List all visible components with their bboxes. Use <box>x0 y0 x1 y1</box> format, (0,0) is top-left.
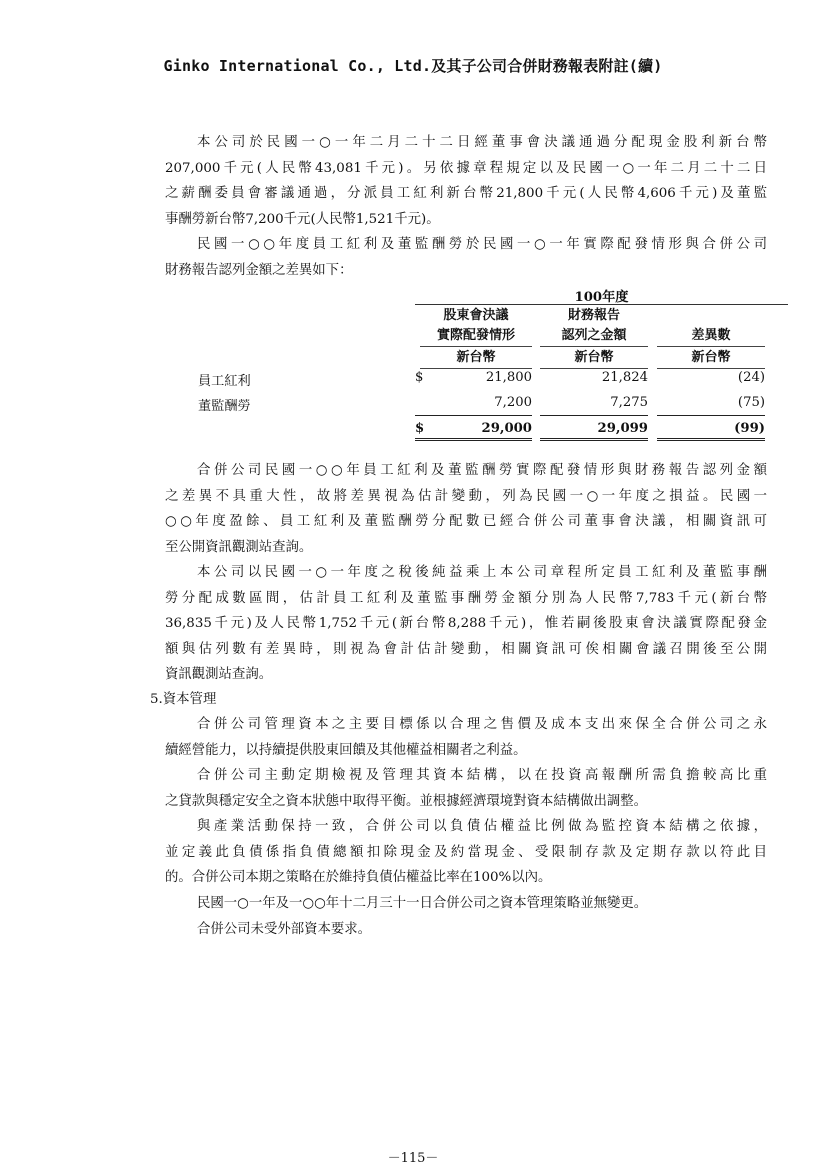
table-row-label: 員工紅利 <box>198 374 251 389</box>
divider <box>420 346 532 347</box>
text-line: 36,835千元)及人民幣1,752千元(新台幣8,288千元)，惟若嗣後股東會決議實際配發金 <box>165 616 767 631</box>
text-line: 財務報告認列金額之差異如下： <box>165 262 353 278</box>
divider <box>657 346 765 347</box>
text-line: 事酬勞新台幣7,200千元(人民幣1,521千元)。 <box>165 211 440 227</box>
paragraph-capital-objective <box>165 712 767 763</box>
divider <box>540 440 648 441</box>
table-cell: 7,275 <box>610 395 648 410</box>
text-line: 資訊觀測站查詢。 <box>165 667 273 682</box>
text-line: 合併公司主動定期檢視及管理其資本結構，以在投資高報酬所需負擔較高比重 <box>197 768 767 783</box>
table-cell: 21,824 <box>601 370 648 385</box>
divider <box>415 415 532 416</box>
table-cell: 21,800 <box>485 370 532 385</box>
paragraph-difference-treatment <box>165 458 767 560</box>
text-line: ○○年度盈餘、員工紅利及董監酬勞分配數已經合併公司董事會決議，相關資訊可 <box>165 514 767 529</box>
col-header-resolution <box>420 306 532 346</box>
divider <box>657 438 765 439</box>
divider <box>415 440 532 441</box>
text-line: 與產業活動保持一致，合併公司以負債佔權益比例做為監控資本結構之依據， <box>197 819 767 834</box>
divider <box>540 368 648 369</box>
table-cell: (75) <box>737 395 765 410</box>
divider <box>657 368 765 369</box>
text-line: 之差異不具重大性，故將差異視為估計變動，列為民國一○一年度之損益。民國一 <box>165 488 767 504</box>
table-row-label: 董監酬勞 <box>198 399 251 414</box>
section-title: 5.資本管理 <box>150 692 217 707</box>
col-header-line: 股東會決議 <box>443 308 509 323</box>
text-line: 並定義此負債係指負債總額扣除現金及約當現金、受限制存款及定期存款以符此目 <box>165 844 767 860</box>
col-header-reported <box>540 306 648 346</box>
table-cell: (24) <box>737 370 765 385</box>
text-line: 本公司於民國一○一年二月二十二日經董事會決議通過分配現金股利新台幣 <box>197 135 767 150</box>
text-line: 合併公司未受外部資本要求。 <box>197 921 372 937</box>
text-line: 續經營能力，以持續提供股東回饋及其他權益相關者之利益。 <box>165 742 527 758</box>
paragraph-capital-structure <box>165 763 767 814</box>
divider <box>657 415 765 416</box>
text-line: 的。合併公司本期之策略在於維持負債佔權益比率在100%以內。 <box>165 870 552 885</box>
text-line: 至公開資訊觀測站查詢。 <box>165 539 313 555</box>
currency-symbol: $ <box>415 370 424 385</box>
divider <box>540 438 648 439</box>
col-header-currency: 新台幣 <box>574 350 614 365</box>
col-header-line: 認列之金額 <box>561 328 627 343</box>
col-header-currency: 新台幣 <box>691 350 731 365</box>
table-total-cell: 29,000 <box>481 421 532 436</box>
col-header-currency: 新台幣 <box>456 350 496 365</box>
table-total-cell: (99) <box>734 421 765 436</box>
col-header-line: 財務報告 <box>567 308 620 323</box>
divider <box>420 368 532 369</box>
text-line: 民國一○一年及一○○年十二月三十一日合併公司之資本管理策略並無變更。 <box>197 896 648 911</box>
text-line: 額與估列數有差異時，則視為會計估計變動，相關資訊可俟相關會議召開後至公開 <box>165 641 767 657</box>
col-header-line: 實際配發情形 <box>436 328 515 343</box>
text-line: 之薪酬委員會審議通過，分派員工紅利新台幣21,800千元(人民幣4,606千元)及董監 <box>165 186 767 201</box>
paragraph-difference-intro <box>165 232 767 283</box>
page-header: Ginko International Co., Ltd.及其子公司合併財務報表附註(續) <box>163 57 663 75</box>
divider <box>540 415 648 416</box>
table-year-header: 100年度 <box>574 290 629 305</box>
text-line: 本公司以民國一○一年度之稅後純益乘上本公司章程所定員工紅利及董監事酬 <box>197 565 767 580</box>
paragraph-estimate <box>165 560 767 688</box>
text-line: 之貸款與穩定安全之資本狀態中取得平衡。並根據經濟環境對資本結構做出調整。 <box>165 793 648 809</box>
text-line: 勞分配成數區間，估計員工紅利及董監事酬勞金額分別為人民幣7,783千元(新台幣 <box>165 590 767 606</box>
col-header-difference: 差異數 <box>691 328 731 343</box>
divider <box>415 438 532 439</box>
divider <box>415 304 788 305</box>
paragraph-dividend <box>165 130 767 232</box>
table-total-cell: 29,099 <box>597 421 648 436</box>
text-line: 民國一○○年度員工紅利及董監酬勞於民國一○一年實際配發情形與合併公司 <box>197 237 767 252</box>
currency-symbol: $ <box>415 421 425 436</box>
paragraph-debt-ratio <box>165 814 767 891</box>
text-line: 合併公司民國一○○年員工紅利及董監酬勞實際配發情形與財務報告認列金額 <box>197 463 767 478</box>
page-number: －115－ <box>387 1151 439 1166</box>
text-line: 合併公司管理資本之主要目標係以合理之售價及成本支出來保全合併公司之永 <box>197 717 767 732</box>
divider <box>540 346 648 347</box>
paragraph-strategy-unchanged <box>165 891 767 942</box>
table-cell: 7,200 <box>494 395 532 410</box>
divider <box>657 440 765 441</box>
text-line: 207,000千元(人民幣43,081千元)。另依據章程規定以及民國一○一年二月二十二日 <box>165 160 767 176</box>
